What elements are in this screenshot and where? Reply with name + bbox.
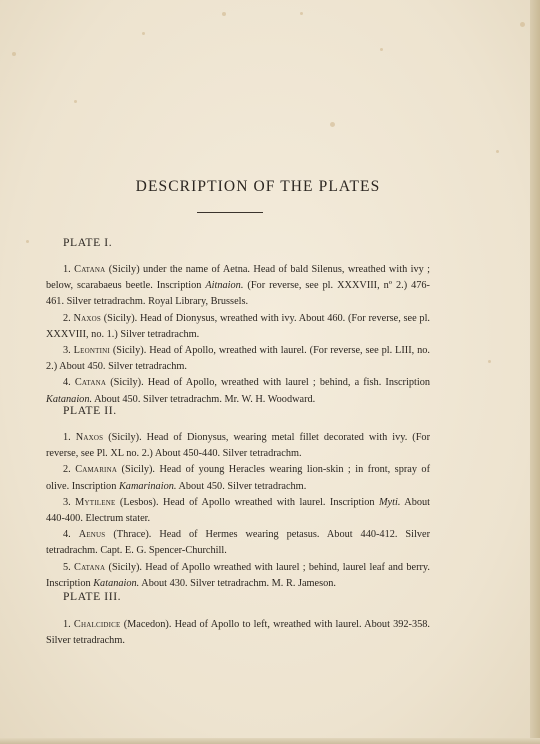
entry-number: 2.	[63, 312, 71, 324]
entry-number: 5.	[63, 561, 71, 573]
place-name: Naxos	[73, 312, 101, 324]
entry-text: (Sicily). Head of Dionysus, wearing metal fillet decorated with ivy. (For reverse, see Pl. XL no. 2.) About 450-440. Silver tetradrachm.	[46, 432, 430, 460]
entry-number: 4.	[63, 529, 71, 541]
entry-number: 3.	[63, 496, 71, 508]
place-name: Leontini	[73, 345, 110, 357]
plate-2-entries	[46, 430, 430, 592]
place-name: Aenus	[78, 529, 106, 541]
plate-2-entry-2	[46, 462, 430, 494]
entry-text-tail: (For reverse, see pl. XXXVIII, nº 2.) 476-461. Silver tetradrachm. Royal Library, Brussels.	[46, 280, 430, 308]
entry-text: (Thrace). Head of Hermes wearing petasus. About 440-412. Silver tetradrachm. Capt. E. G. Spencer-Churchill.	[46, 529, 430, 557]
plate-1-heading: PLATE I.	[63, 236, 113, 249]
plate-3-entries	[46, 617, 430, 649]
plate-3-entry-1	[46, 617, 430, 649]
plate-1-entry-2	[46, 311, 430, 343]
entry-text-tail: About 450. Silver tetradrachm. Mr. W. H. Woodward.	[92, 393, 316, 405]
title-rule	[197, 212, 263, 213]
inscription: Katanaion.	[46, 393, 93, 405]
page-title: DESCRIPTION OF THE PLATES	[135, 178, 381, 195]
page-edge-right	[530, 0, 540, 744]
plate-1-entry-1	[46, 262, 430, 311]
page-edge-bottom	[0, 738, 540, 744]
entry-text: (Sicily). Head of Apollo, wreathed with laurel ; behind, a fish. Inscription	[106, 377, 431, 389]
entry-text-tail: About 440-400. Electrum stater.	[46, 496, 431, 525]
inscription: Kamarinaion.	[118, 480, 177, 492]
plate-1-entry-4	[46, 375, 430, 407]
plate-2-entry-5	[46, 560, 430, 592]
foxing-spot	[488, 360, 491, 363]
plate-1-entries	[46, 262, 430, 408]
place-name: Camarina	[75, 464, 118, 476]
inscription: Katanaion.	[93, 577, 140, 589]
entry-text: (Sicily). Head of Apollo wreathed with laurel ; behind, laurel leaf and berry. Inscription	[46, 561, 430, 589]
foxing-spot	[26, 240, 29, 243]
entry-number: 1.	[63, 264, 71, 275]
plate-3-heading: PLATE III.	[63, 590, 122, 603]
plate-2-entry-1	[46, 430, 430, 462]
entry-text: (Sicily). Head of young Heracles wearing lion-skin ; in front, spray of olive. Inscription	[46, 464, 431, 492]
plate-2-entry-4	[46, 527, 430, 559]
entry-number: 2.	[63, 464, 71, 476]
entry-number: 1.	[63, 432, 71, 443]
entry-text: (Sicily). Head of Dionysus, wreathed with ivy. About 460. (For reverse, see pl. XXXVIII, no. 1.) Silver tetradrachm.	[46, 312, 430, 340]
place-name: Catana	[74, 264, 106, 275]
foxing-spot	[74, 100, 77, 103]
foxing-spot	[496, 150, 499, 153]
entry-text-tail: About 430. Silver tetradrachm. M. R. Jameson.	[139, 577, 337, 589]
place-name: Catana	[74, 377, 107, 389]
foxing-spot	[380, 48, 383, 51]
plate-2-heading: PLATE II.	[63, 404, 117, 417]
foxing-spot	[520, 22, 525, 27]
foxing-spot	[142, 32, 145, 35]
place-name: Mytilene	[75, 496, 116, 508]
foxing-spot	[222, 12, 226, 16]
plate-1-entry-3	[46, 343, 430, 375]
entry-text: (Macedon). Head of Apollo to left, wreathed with laurel. About 392-358. Silver tetradrachm.	[46, 619, 430, 647]
entry-number: 4.	[63, 377, 71, 389]
entry-number: 1.	[63, 619, 71, 630]
place-name: Naxos	[75, 432, 104, 443]
entry-text: (Sicily) under the name of Aetna. Head of bald Silenus, wreathed with ivy ; below, scarabaeus beetle. Inscription	[46, 264, 431, 292]
place-name: Catana	[74, 561, 106, 573]
entry-number: 3.	[63, 345, 71, 357]
foxing-spot	[330, 122, 335, 127]
entry-text: (Sicily). Head of Apollo, wreathed with laurel. (For reverse, see pl. LIII, no. 2.) About 450. Silver tetradrachm.	[46, 345, 430, 373]
foxing-spot	[12, 52, 16, 56]
foxing-spot	[300, 12, 303, 15]
plate-2-entry-3	[46, 495, 430, 527]
entry-text: (Lesbos). Head of Apollo wreathed with laurel. Inscription	[115, 496, 379, 508]
entry-text-tail: About 450. Silver tetradrachm.	[176, 480, 307, 492]
place-name: Chalcidice	[73, 619, 121, 630]
inscription: Aitnaion.	[205, 280, 244, 292]
inscription: Myti.	[378, 496, 401, 508]
